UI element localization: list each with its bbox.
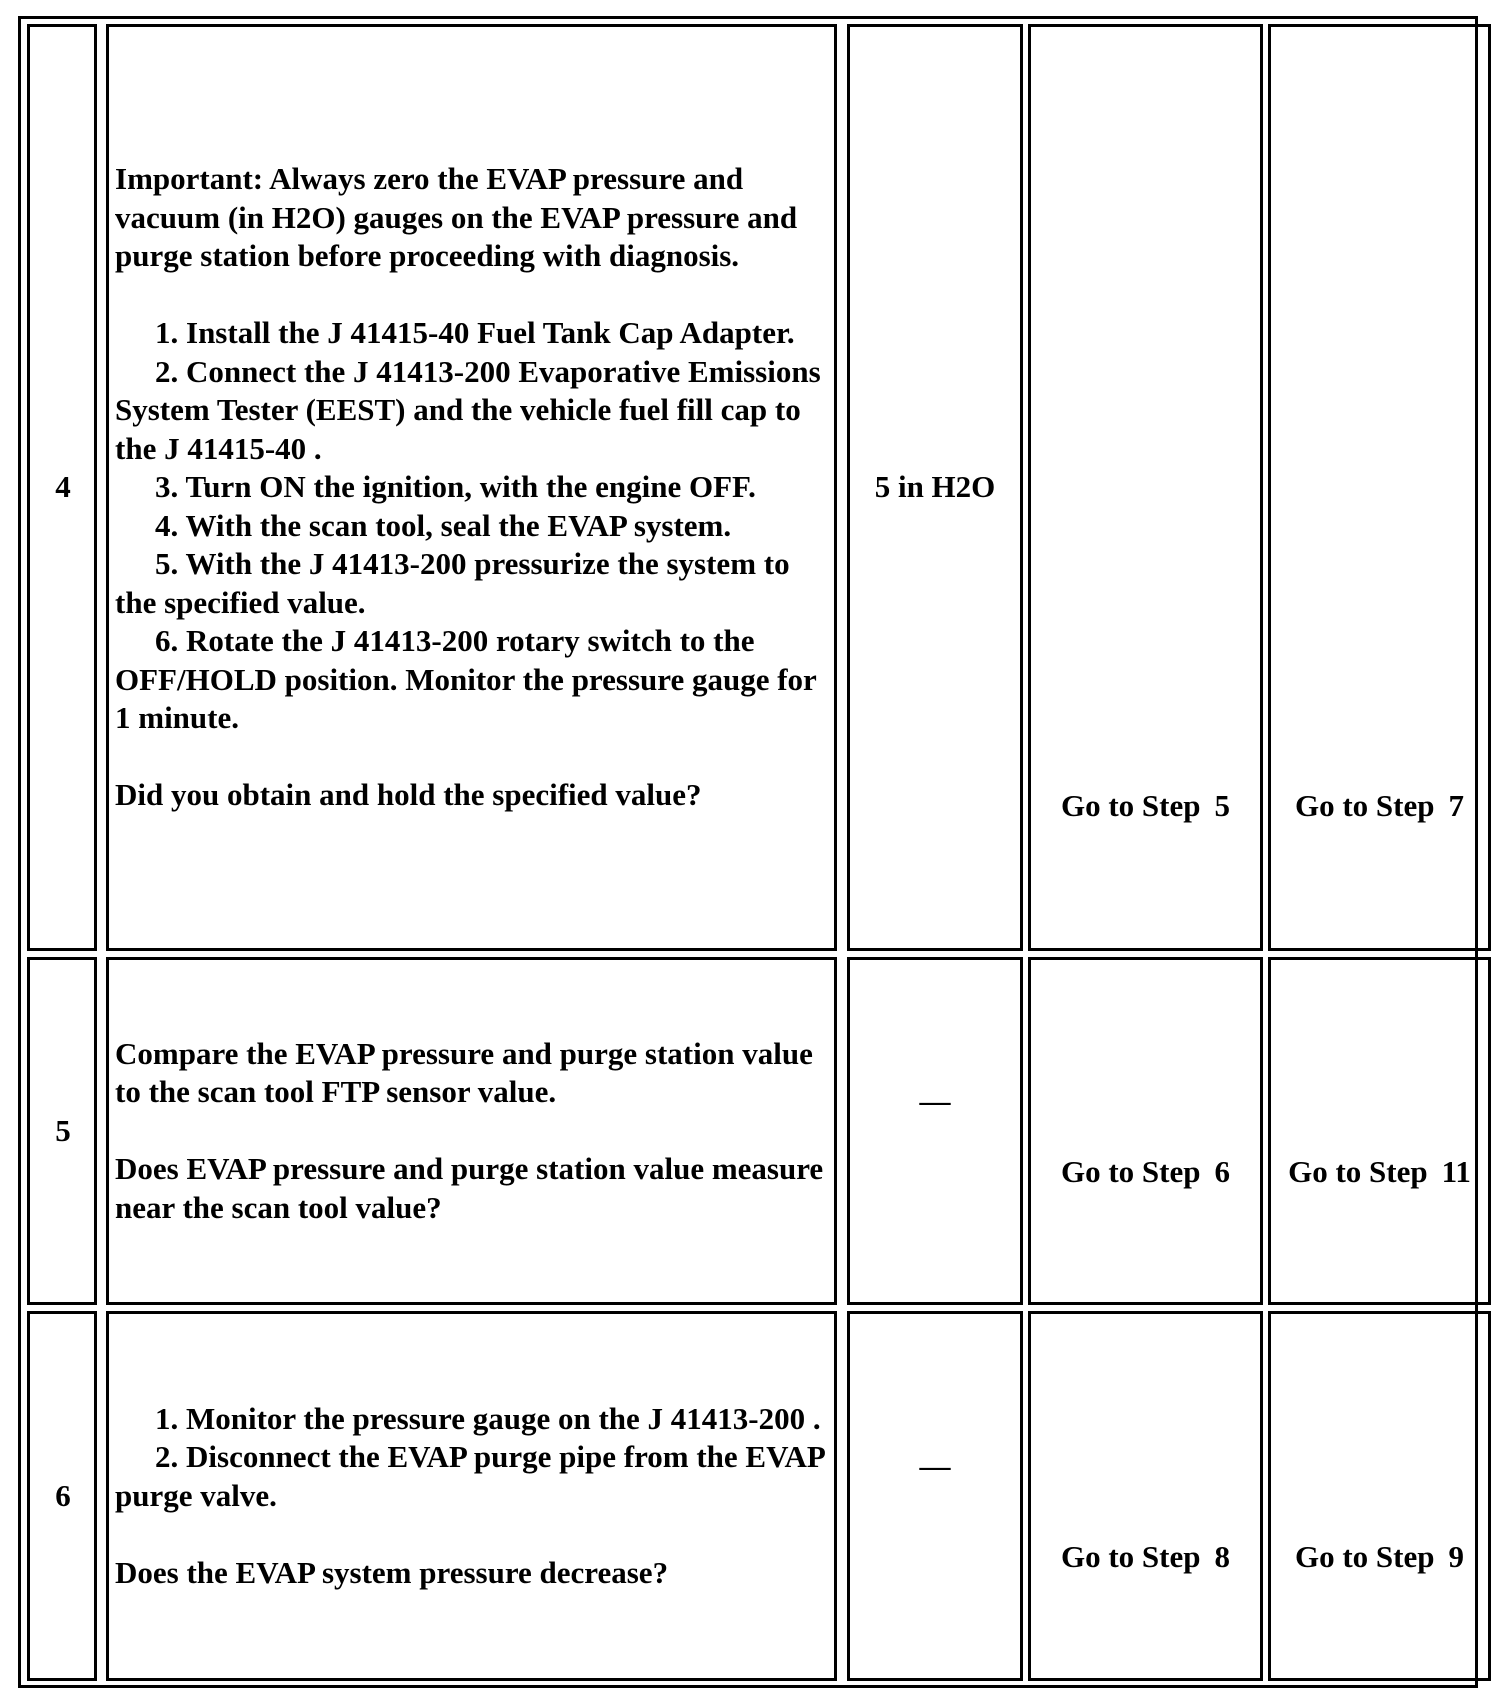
step-number-cell <box>27 1311 97 1681</box>
value-text: — <box>919 1082 951 1118</box>
goto-label: Go to Step <box>1295 1539 1435 1574</box>
step-number-cell <box>27 24 97 951</box>
list-item: 1. Install the J 41415-40 Fuel Tank Cap Adapter. <box>155 315 795 351</box>
goto-label: Go to Step <box>1061 1539 1201 1574</box>
goto-step: 6 <box>1214 1154 1230 1189</box>
question: Does EVAP pressure and purge station value measure near the scan tool value? <box>115 1151 824 1225</box>
goto-label: Go to Step <box>1061 788 1201 823</box>
goto-label: Go to Step <box>1295 788 1435 823</box>
yes-cell <box>1028 957 1263 1305</box>
no-goto[interactable] <box>1271 1538 1488 1577</box>
action-cell <box>106 957 837 1305</box>
step-number: 6 <box>55 1477 71 1513</box>
step-number-cell <box>27 957 97 1305</box>
list-item: 3. Turn ON the ignition, with the engine OFF. <box>155 469 756 505</box>
yes-cell <box>1028 1311 1263 1681</box>
list-item: 5. With the J 41413-200 pressurize the system to the specified value. <box>115 546 790 620</box>
goto-label: Go to Step <box>1288 1154 1428 1189</box>
question: Does the EVAP system pressure decrease? <box>115 1554 669 1590</box>
no-goto[interactable] <box>1271 1153 1488 1192</box>
goto-step: 11 <box>1441 1154 1471 1189</box>
no-goto[interactable] <box>1271 787 1488 826</box>
goto-step: 9 <box>1448 1539 1464 1574</box>
important-note: Important: Always zero the EVAP pressure and vacuum (in H2O) gauges on the EVAP pressure and purge station before proceeding with diagnosis. <box>115 161 798 274</box>
goto-step: 8 <box>1214 1539 1230 1574</box>
question: Did you obtain and hold the specified value? <box>115 777 702 813</box>
action-cell <box>106 1311 837 1681</box>
no-cell <box>1268 957 1491 1305</box>
yes-goto[interactable] <box>1031 787 1260 826</box>
instruction: Compare the EVAP pressure and purge station value to the scan tool FTP sensor value. <box>115 1035 813 1110</box>
action-cell <box>106 24 837 951</box>
value-cell <box>847 24 1023 951</box>
yes-goto[interactable] <box>1031 1538 1260 1577</box>
goto-label: Go to Step <box>1061 1154 1201 1189</box>
list-item: 1. Monitor the pressure gauge on the J 41413-200 . <box>155 1400 821 1436</box>
list-item: 6. Rotate the J 41413-200 rotary switch to the OFF/HOLD position. Monitor the pressure gauge for 1 minute. <box>115 623 817 736</box>
value-text: — <box>919 1447 951 1483</box>
list-item: 2. Disconnect the EVAP purge pipe from the EVAP purge valve. <box>115 1439 825 1513</box>
no-cell <box>1268 24 1491 951</box>
value-cell <box>847 1311 1023 1681</box>
step-number: 5 <box>55 1112 71 1148</box>
list-item: 4. With the scan tool, seal the EVAP system. <box>155 507 732 543</box>
yes-cell <box>1028 24 1263 951</box>
no-cell <box>1268 1311 1491 1681</box>
list-item: 2. Connect the J 41413-200 Evaporative Emissions System Tester (EEST) and the vehicle fuel fill cap to the J 41415-40 . <box>115 353 821 466</box>
value-cell <box>847 957 1023 1305</box>
goto-step: 5 <box>1214 788 1230 823</box>
diagnostic-table <box>18 16 1478 1688</box>
value-text: 5 in H2O <box>874 469 996 505</box>
yes-goto[interactable] <box>1031 1153 1260 1192</box>
goto-step: 7 <box>1448 788 1464 823</box>
step-number: 4 <box>55 469 71 505</box>
